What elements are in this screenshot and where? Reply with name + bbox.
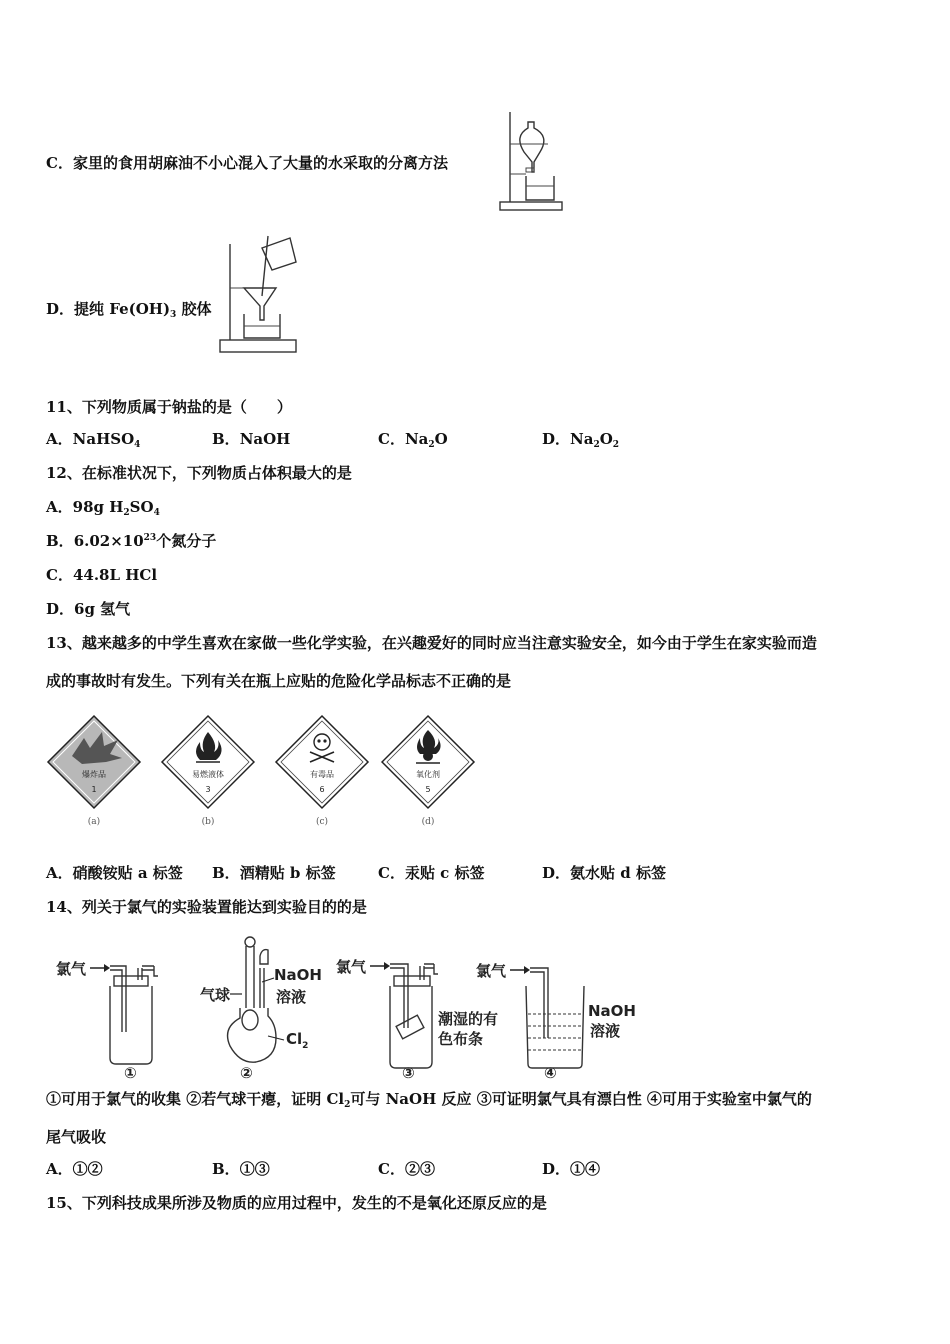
sign-num-1: 1: [91, 785, 97, 794]
q14-desc-line1: ①可用于氯气的收集 ②若气球干瘪，证明 $Cl_2$可与 NaOH 反应 ③可证明氯气具有漂白性 ④可用于实验室中氯气的: [46, 1090, 812, 1110]
label-n1: ①: [124, 1064, 137, 1082]
q12-option-b: B．$6.02\times 10^{23}$个氮分子: [46, 532, 217, 550]
q12-stem: 12、在标准状况下，下列物质占体积最大的是: [46, 464, 352, 482]
q14-option-c: C．②③: [378, 1160, 435, 1178]
sign-tag-b: (b): [201, 817, 215, 827]
q13-option-c: C．汞贴 c 标签: [378, 864, 485, 882]
apparatus-4-naoh-beaker: [476, 962, 636, 1082]
apparatus-2-flask-balloon: [200, 937, 322, 1082]
chlorine-label-1: 氯气: [56, 960, 87, 978]
q13-option-a: A．硝酸铵贴 a 标签: [46, 864, 183, 882]
chlorine-apparatus-figure: [54, 928, 644, 1082]
q12-option-c: C．44.8L HCl: [46, 566, 158, 584]
hazard-sign-oxidizer: [382, 716, 474, 827]
hazard-sign-toxic: [276, 716, 368, 827]
label-n4: ④: [544, 1064, 557, 1082]
q12-option-a: A．98g $H_2SO_4$: [46, 498, 160, 518]
q13-option-b: B．酒精贴 b 标签: [212, 864, 336, 882]
sign-label-toxic: 有毒品: [310, 770, 334, 779]
q14-option-d: D．①④: [542, 1160, 601, 1178]
solution-label-4: 溶液: [590, 1022, 621, 1040]
hazard-signs-figure: [44, 708, 476, 832]
q11-option-d: D．$Na_2O_2$: [542, 430, 620, 450]
sign-num-3: 3: [205, 785, 211, 794]
q11-stem: 11、下列物质属于钠盐的是（ ）: [46, 398, 292, 416]
naoh-label-2: NaOH: [274, 966, 322, 984]
filtration-apparatus: [218, 234, 302, 358]
label-n3: ③: [402, 1064, 415, 1082]
sign-label-oxidizer: 氧化剂: [416, 770, 440, 779]
q11-option-c: C．$Na_2O$: [378, 430, 448, 450]
q14-desc-line2: 尾气吸收: [46, 1128, 107, 1146]
apparatus-1-collection-bottle: [56, 960, 158, 1082]
label-n2: ②: [240, 1064, 253, 1082]
chlorine-label-3: 氯气: [336, 958, 367, 976]
option-c-prev: C．家里的食用胡麻油不小心混入了大量的水采取的分离方法: [46, 154, 448, 172]
q11-option-a: A．NaHSO$_4$: [46, 430, 141, 450]
sign-num-5: 5: [425, 785, 431, 794]
apparatus-3-wet-cloth-bottle: [336, 958, 498, 1082]
cl2-label: $Cl_2$: [286, 1030, 309, 1051]
q15-stem: 15、下列科技成果所涉及物质的应用过程中，发生的不是氧化还原反应的是: [46, 1194, 547, 1212]
solution-label-2: 溶液: [276, 988, 307, 1006]
q12-option-d: D．6g 氢气: [46, 600, 131, 618]
option-d-prev: D．提纯 $Fe(OH)_3$ 胶体: [46, 300, 212, 320]
sign-tag-a: (a): [87, 817, 101, 827]
q11-option-b: B．NaOH: [212, 430, 291, 448]
q13-option-d: D．氨水贴 d 标签: [542, 864, 666, 882]
q14-stem: 14、列关于氯气的实验装置能达到实验目的的是: [46, 898, 367, 916]
hazard-sign-explosive: [48, 716, 140, 827]
sign-tag-c: (c): [315, 817, 329, 827]
hazard-sign-flammable: [162, 716, 254, 827]
sign-label-explosive: 爆炸品: [82, 770, 106, 779]
q14-option-b: B．①③: [212, 1160, 270, 1178]
chlorine-label-4: 氯气: [476, 962, 507, 980]
naoh-label-4: NaOH: [588, 1002, 636, 1020]
sign-tag-d: (d): [421, 817, 435, 827]
balloon-label: 气球: [200, 986, 231, 1004]
q13-stem-line1: 13、越来越多的中学生喜欢在家做一些化学实验，在兴趣爱好的同时应当注意实验安全，如今由于学生在家实验而造: [46, 634, 817, 652]
q14-option-a: A．①②: [46, 1160, 103, 1178]
separatory-funnel-apparatus: [496, 108, 568, 214]
sign-num-6: 6: [319, 785, 325, 794]
wet-cloth-label-line1: 潮湿的有: [438, 1010, 499, 1028]
wet-cloth-label-line2: 色布条: [438, 1030, 484, 1048]
q13-stem-line2: 成的事故时有发生。下列有关在瓶上应贴的危险化学品标志不正确的是: [46, 672, 512, 690]
sign-label-flammable: 易燃液体: [192, 770, 224, 779]
